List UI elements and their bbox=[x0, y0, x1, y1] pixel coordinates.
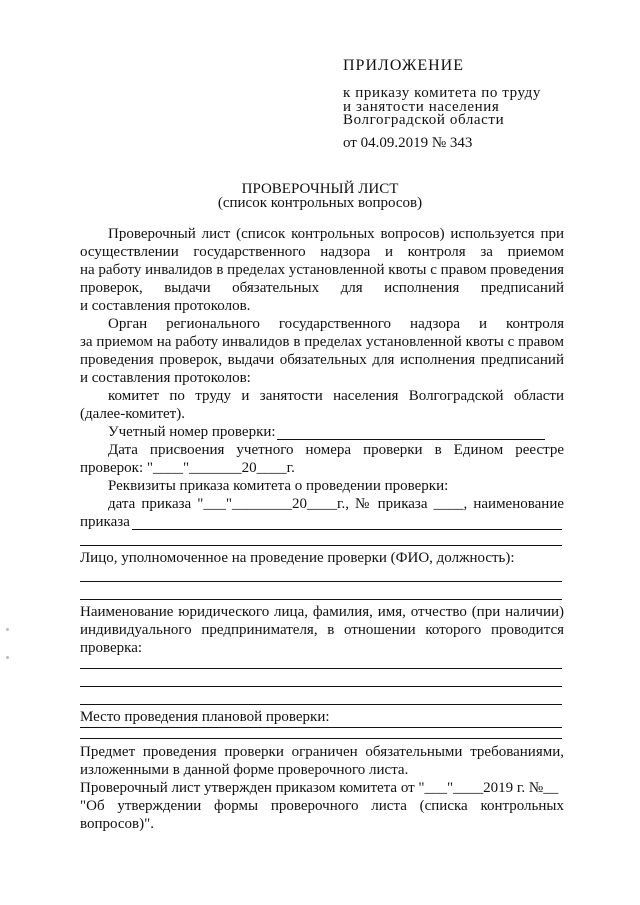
approved-line-2: "Об утверждении формы проверочного листа (списка контрольных bbox=[80, 798, 564, 814]
order-name-field[interactable] bbox=[132, 529, 562, 530]
paragraph-1-line-2: осуществлении государственного надзора и контроля за приемом bbox=[80, 244, 564, 260]
registry-date-line-2: проверок: "____"_______20____г. bbox=[80, 460, 295, 476]
appendix-line-1: к приказу комитета по труду bbox=[343, 85, 541, 101]
appendix-title: ПРИЛОЖЕНИЕ bbox=[343, 57, 465, 74]
document-subtitle: (список контрольных вопросов) bbox=[217, 195, 423, 211]
entity-line-1: Наименование юридического лица, фамилия, имя, отчество (при наличии) bbox=[80, 604, 564, 620]
appendix-line-3: Волгоградской области bbox=[343, 112, 505, 128]
order-reference: от 04.09.2019 № 343 bbox=[343, 135, 473, 151]
place-field-2[interactable] bbox=[80, 738, 562, 739]
paragraph-1-line-4: проверок, выдачи обязательных для исполнения предписаний bbox=[80, 280, 564, 296]
scan-mark bbox=[6, 628, 9, 631]
subject-line-2: изложенными в данной форме проверочного листа. bbox=[80, 762, 409, 778]
authorized-person-field[interactable] bbox=[80, 581, 562, 582]
authorized-person-label: Лицо, уполномоченное на проведение проверки (ФИО, должность): bbox=[80, 550, 515, 566]
paragraph-2-line-2: за приемом на работу инвалидов в пределах установленной квоты с правом bbox=[80, 334, 564, 350]
account-number-field[interactable] bbox=[277, 439, 545, 440]
document-title: ПРОВЕРОЧНЫЙ ЛИСТ bbox=[241, 181, 399, 197]
place-field[interactable] bbox=[80, 727, 562, 728]
entity-field[interactable] bbox=[80, 668, 562, 669]
scan-mark bbox=[6, 656, 9, 659]
paragraph-2-line-4: и составления протоколов: bbox=[80, 370, 251, 386]
order-requisites-label: Реквизиты приказа комитета о проведении проверки: bbox=[108, 478, 449, 494]
subject-line-1: Предмет проведения проверки ограничен обязательными требованиями, bbox=[80, 744, 564, 760]
appendix-line-2: и занятости населения bbox=[343, 99, 500, 115]
entity-line-3: проверка: bbox=[80, 640, 143, 656]
paragraph-3-line-1: комитет по труду и занятости населения Волгоградской области bbox=[108, 388, 564, 404]
registry-date-line-1: Дата присвоения учетного номера проверки в Едином реестре bbox=[108, 442, 564, 458]
order-name-field-2[interactable] bbox=[80, 545, 562, 546]
authorized-person-field-2[interactable] bbox=[80, 599, 562, 600]
place-label: Место проведения плановой проверки: bbox=[80, 709, 330, 725]
account-number-label: Учетный номер проверки: bbox=[108, 424, 276, 440]
entity-line-2: индивидуального предпринимателя, в отношении которого проводится bbox=[80, 622, 564, 638]
approved-line-1: Проверочный лист утвержден приказом комитета от "___"____2019 г. №__ bbox=[80, 780, 559, 796]
paragraph-2-line-1: Орган регионального государственного надзора и контроля bbox=[108, 316, 564, 332]
paragraph-1-line-1: Проверочный лист (список контрольных вопросов) используется при bbox=[108, 226, 564, 242]
order-details-line-1: дата приказа "___"________20____г., № приказа ____, наименование bbox=[108, 496, 564, 512]
paragraph-2-line-3: проведения проверок, выдачи обязательных для исполнения предписаний bbox=[80, 352, 564, 368]
approved-line-3: вопросов)". bbox=[80, 816, 154, 832]
order-details-line-2: приказа bbox=[80, 514, 130, 530]
paragraph-3-line-2: (далее-комитет). bbox=[80, 406, 185, 422]
paragraph-1-line-5: и составления протоколов. bbox=[80, 298, 251, 314]
entity-field-2[interactable] bbox=[80, 686, 562, 687]
entity-field-3[interactable] bbox=[80, 704, 562, 705]
paragraph-1-line-3: на работу инвалидов в пределах установленной квоты с правом проведения bbox=[80, 262, 564, 278]
